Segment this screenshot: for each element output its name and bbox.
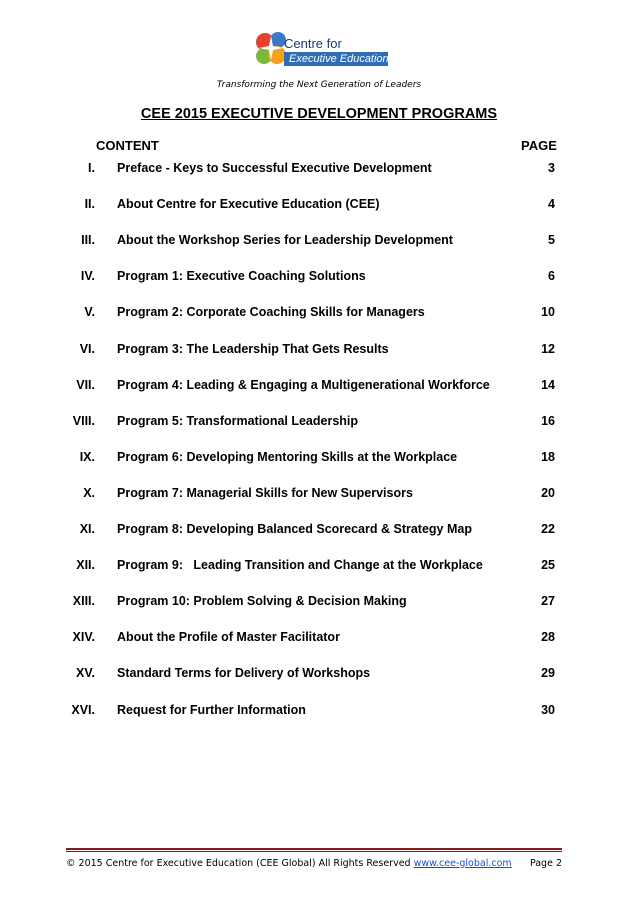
toc-row-number: XI.	[79, 522, 95, 536]
toc-row-title: Program 10: Problem Solving & Decision Making	[117, 594, 407, 609]
toc-row-page: 25	[541, 558, 555, 573]
footer	[66, 858, 562, 869]
toc-row-page: 14	[541, 377, 555, 392]
toc-row-number: XVI.	[71, 702, 95, 717]
toc-row-title: Program 1: Executive Coaching Solutions	[117, 269, 366, 284]
logo-text-line2: Executive Education	[284, 52, 388, 66]
toc-row-title: Program 4: Leading & Engaging a Multigenerational Workforce	[117, 377, 490, 392]
toc-row-number: IV.	[80, 269, 95, 284]
toc-row-page: 30	[541, 702, 555, 717]
document-title: CEE 2015 EXECUTIVE DEVELOPMENT PROGRAMS	[140, 106, 498, 122]
toc-row-number: V.	[84, 305, 95, 320]
toc-row-title: Program 2: Corporate Coaching Skills for Managers	[117, 305, 425, 320]
toc-row-title: Program 7: Managerial Skills for New Supervisors	[117, 485, 413, 500]
toc-row-page: 22	[541, 522, 555, 536]
toc-row-page: 18	[541, 449, 555, 464]
toc-row-title: Program 5: Transformational Leadership	[117, 413, 359, 428]
footer-website-link[interactable]: www.cee-global.com	[413, 858, 512, 869]
toc-row-number: XIV.	[72, 630, 95, 645]
toc-row-number: XV.	[75, 666, 95, 681]
toc-row	[0, 233, 638, 253]
page-heading: PAGE	[521, 138, 557, 153]
footer-copyright: © 2015 Centre for Executive Education (CEE Global) All Rights Reserved	[66, 858, 414, 869]
toc-row-page: 16	[541, 413, 555, 428]
toc-row-number: VI.	[79, 341, 95, 356]
toc-row-page: 3	[548, 161, 555, 175]
toc-row-number: IX.	[79, 449, 95, 464]
toc-row-number: VIII.	[72, 413, 95, 428]
toc-row	[0, 486, 638, 506]
toc-row	[0, 378, 638, 398]
toc-row-title: Request for Further Information	[117, 702, 306, 717]
toc-row-title: Standard Terms for Delivery of Workshops	[117, 666, 371, 681]
toc-row	[0, 703, 638, 723]
toc-row-title: Program 3: The Leadership That Gets Results	[117, 341, 389, 356]
toc-row-title: About Centre for Executive Education (CEE)	[117, 197, 380, 212]
toc-row	[0, 558, 638, 578]
toc-row	[0, 269, 638, 289]
tagline: Transforming the Next Generation of Leaders	[216, 80, 422, 90]
footer-page-number: Page 2	[529, 858, 562, 869]
toc-row-number: II.	[84, 197, 95, 212]
toc-row	[0, 161, 638, 181]
toc-row-page: 4	[548, 197, 555, 212]
toc-row	[0, 450, 638, 470]
toc-row	[0, 342, 638, 362]
toc-row-title: About the Workshop Series for Leadership Development	[117, 233, 453, 248]
toc-row-number: I.	[88, 161, 95, 175]
toc-row-page: 12	[541, 341, 555, 356]
toc-row	[0, 666, 638, 686]
footer-rule	[66, 848, 562, 852]
toc-row	[0, 305, 638, 325]
toc-row-number: X.	[83, 485, 95, 500]
toc-row-page: 6	[548, 269, 555, 284]
content-heading: CONTENT	[96, 138, 159, 153]
toc-row	[0, 197, 638, 217]
toc-row-title: Preface - Keys to Successful Executive Development	[117, 161, 432, 175]
toc-row-number: XII.	[76, 558, 95, 573]
toc-row	[0, 630, 638, 650]
toc-row-page: 5	[548, 233, 555, 248]
toc-row-page: 10	[541, 305, 555, 320]
toc-row-number: III.	[81, 233, 95, 248]
toc-row-title: Program 6: Developing Mentoring Skills at the Workplace	[117, 449, 458, 464]
toc-row-page: 29	[541, 666, 555, 681]
toc-row-number: XIII.	[72, 594, 95, 609]
toc-row-title: Program 8: Developing Balanced Scorecard & Strategy Map	[117, 522, 472, 536]
logo-text-line1: Centre for	[284, 36, 342, 51]
toc-row-title: About the Profile of Master Facilitator	[117, 630, 340, 645]
cee-logo	[253, 30, 389, 76]
toc-row-page: 28	[541, 630, 555, 645]
toc-row	[0, 594, 638, 614]
toc-row-number: VII.	[76, 377, 95, 392]
toc-row-page: 20	[541, 485, 555, 500]
toc-row	[0, 414, 638, 434]
toc-row-title: Program 9: Leading Transition and Change at the Workplace	[117, 558, 483, 573]
toc-row	[0, 522, 638, 542]
toc-row-page: 27	[541, 594, 555, 609]
